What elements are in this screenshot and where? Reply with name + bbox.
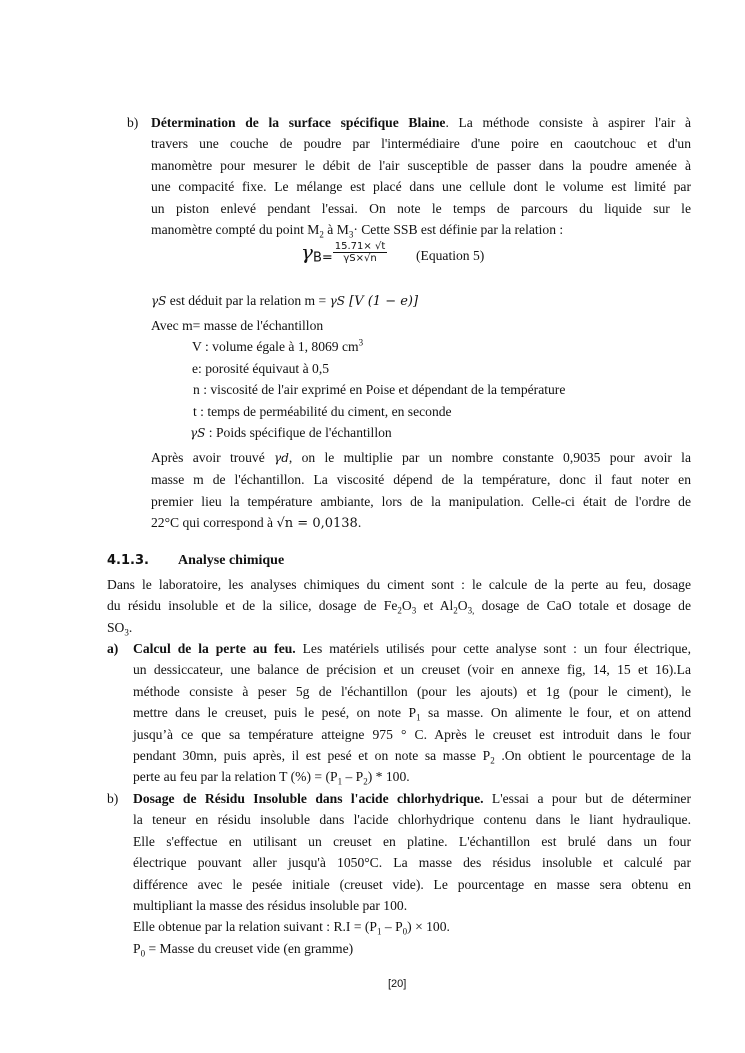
- text-line: perte au feu par la relation T (%) = $(P_1 - P_2) * 100$.: [133, 769, 410, 788]
- relation-formula: [V (1 − e)]: [345, 294, 419, 309]
- residu-insoluble-paragraph: [133, 788, 691, 959]
- relation-line: γS est déduit par la relation m = γS [V (1 − e)]: [151, 293, 419, 309]
- text-line: manomètre compté du point $M_2$ à $M_3\cdot$ Cette SSB est définie par la relation :: [151, 222, 564, 240]
- section-number: 4.1.3.: [107, 553, 149, 568]
- text-line: multipliant la masse des résidus insoluble par 100.: [133, 898, 408, 914]
- text-line: mettre dans le creuset, puis le pesé, on note $P_1$ sa masse. On alimente le four, et on attend: [133, 705, 691, 723]
- apres-paragraph: [151, 447, 691, 535]
- text-line: Après avoir trouvé γd, on le multiplie par un nombre constante 0,9035 pour avoir la: [151, 450, 691, 465]
- text-line: une compacité fixe. Le mélange est placé dans une cellule dont le volume est limité par: [151, 179, 691, 195]
- text-line: jusqu’à ce que sa température atteigne 975 ° C. Après le creuset est introduit dans le four: [133, 726, 691, 742]
- text-line: $SO_3$.: [107, 619, 133, 638]
- text-line: 22°C qui correspond à √n = 0,0138.: [151, 515, 362, 532]
- text-line: un dessiccateur, une balance de précision et un creuset (voir en annexe fig, 14, 15 et 16).La: [133, 662, 691, 678]
- equation-5: [301, 240, 387, 276]
- list-label-a: a): [107, 641, 119, 656]
- list-label-b-residu: b): [107, 791, 119, 806]
- text-line: méthode consiste à peser 5g de l'échantillon (pour les ajouts) et 1g (pour le ciment), le: [133, 683, 691, 699]
- text-line: pendant 30mn, puis après, il est pesé et on note sa masse $P_2$ .On obtient le pourcentage de la: [133, 748, 692, 766]
- fraction-denominator: γS×√n: [343, 252, 377, 264]
- viscosity-line: n : viscosité de l'air exprimé en Poise et dépendant de la température: [193, 382, 566, 397]
- equation-subscript: B=: [312, 250, 333, 266]
- section-title: Analyse chimique: [178, 553, 285, 568]
- volume-line: V : volume égale à 1, 8069 $cm^3$: [192, 337, 364, 354]
- text-line: Elle s'effectue en utilisant un creuset en platine. L'échantillon est brulé dans un four: [133, 833, 691, 849]
- text-line: Calcul de la perte au feu. Les matériels utilisés pour cette analyse sont : un four électrique,: [133, 641, 691, 656]
- blaine-paragraph: [151, 112, 691, 240]
- perte-au-feu-title: Calcul de la perte au feu.: [133, 641, 296, 656]
- equation-label: (Equation 5): [416, 248, 485, 263]
- text-line: masse m de l'échantillon. La viscosité dépend de la température, donc il faut noter en: [151, 472, 691, 488]
- text-line: un piston enlevé pendant l'essai. On note le temps de parcours du liquide sur le: [151, 200, 691, 216]
- residu-title: Dosage de Résidu Insoluble dans l'acide chlorhydrique.: [133, 791, 484, 806]
- text-line: électrique pouvant aller jusqu'à 1050°C. La masse des résidus insoluble et calculé par: [133, 855, 691, 871]
- gamma-s-symbol: γS: [151, 294, 167, 308]
- text-line: du résidu insoluble et de la silice, dosage de $Fe_2O_3$ et $Al_2O_{3,}$ dosage de CaO totale et dosage de: [107, 598, 692, 617]
- page-number: [20]: [388, 978, 407, 990]
- perte-au-feu-paragraph: [133, 638, 691, 788]
- equation-fraction: [333, 241, 387, 264]
- text-line: Dosage de Résidu Insoluble dans l'acide chlorhydrique. L'essai a pour but de déterminer: [133, 791, 691, 806]
- text-line: $P_0$ = Masse du creuset vide (en gramme): [133, 940, 354, 959]
- text-line: Dans le laboratoire, les analyses chimiques du ciment sont : le calcule de la perte au feu, dosage: [107, 577, 691, 592]
- text-line: premier lieu la température ambiante, lors de la manipulation. Celle-ci était de l'ordre de: [151, 493, 691, 509]
- text-line: différence avec le pesée initiale (creuset vide). Le pourcentage en masse sera obtenu en: [133, 876, 691, 892]
- text-line: manomètre pour mesurer le débit de l'air susceptible de passer dans la poudre amenée à: [151, 157, 691, 173]
- text-line: travers une couche de poudre par l'intermédiaire d'une poire en caoutchouc et d'un: [151, 136, 691, 152]
- text-line: Détermination de la surface spécifique Blaine. La méthode consiste à aspirer l'air à: [151, 115, 691, 130]
- time-line: t : temps de perméabilité du ciment, en seconde: [193, 404, 452, 419]
- blaine-title: Détermination de la surface spécifique Blaine: [151, 115, 446, 130]
- gamma-s-symbol: γS: [329, 294, 346, 308]
- specific-weight-line: γS : Poids spécifique de l'échantillon: [190, 425, 392, 440]
- text-line: la teneur en résidu insoluble dans l'acide chlorhydrique contenu dans le liant hydraulique.: [133, 812, 691, 828]
- avec-line: Avec m= masse de l'échantillon: [151, 318, 324, 333]
- gamma-symbol: γ: [301, 240, 313, 264]
- list-label-b-blaine: b): [127, 115, 139, 130]
- fraction-numerator: 15.71× √t: [334, 240, 386, 252]
- text-line: Elle obtenue par la relation suivant : $R.I = (P_1 - P_0) \times 100$.: [133, 919, 450, 938]
- intro-paragraph: [107, 574, 691, 638]
- porosity-line: e: porosité équivaut à 0,5: [192, 361, 330, 376]
